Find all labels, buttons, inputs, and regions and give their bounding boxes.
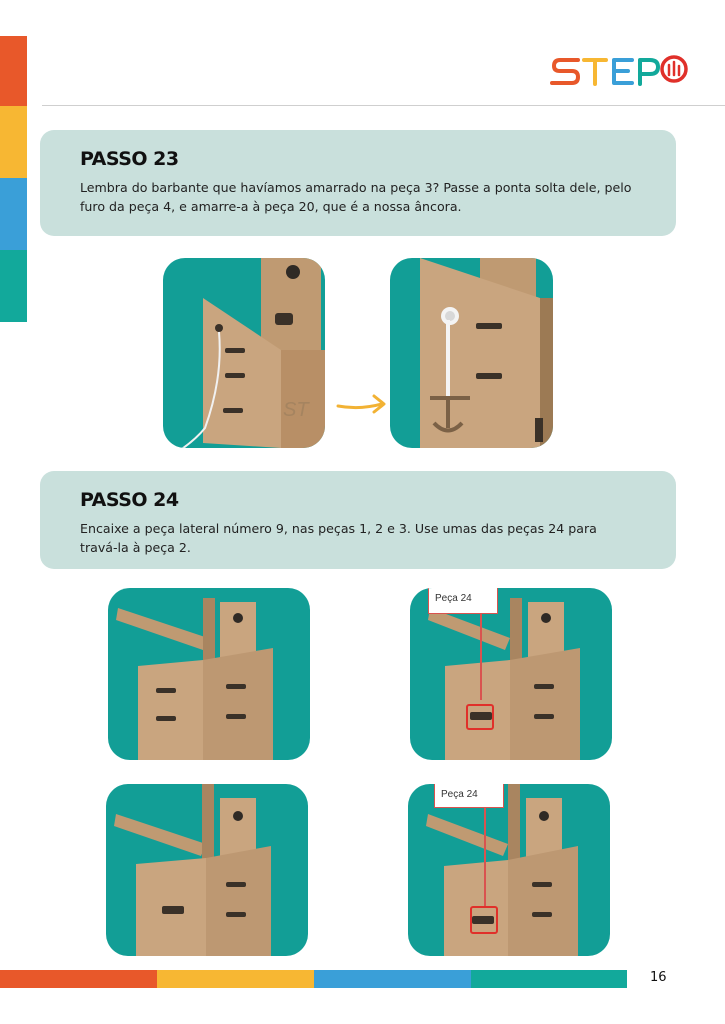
step-24-text: Encaixe a peça lateral número 9, nas peças 1, 2 e 3. Use umas das peças 24 para travá-la à peça 2.: [80, 521, 597, 555]
step-24-title: PASSO 24: [80, 489, 179, 511]
header-divider: [42, 105, 725, 106]
step-23-title: PASSO 23: [80, 148, 179, 170]
piece-24-highlight: [466, 704, 494, 730]
step-23-box: [40, 130, 676, 236]
bottom-bar-blue: [314, 970, 471, 988]
side-bar-teal: [0, 250, 27, 322]
side-bar-blue: [0, 178, 27, 250]
step-24-photo-4: [408, 784, 610, 956]
step-24-photo-3: [106, 784, 308, 956]
svg-text:ST: ST: [283, 399, 309, 421]
step-23-text: Lembra do barbante que havíamos amarrado na peça 3? Passe a ponta solta dele, pelo furo da peça 4, e amarre-a à peça 20, que é a nossa âncora.: [80, 180, 632, 214]
bottom-bar-teal: [471, 970, 627, 988]
label-pointer-line: [480, 614, 482, 700]
label-pointer-line-2: [484, 808, 486, 906]
piece-24-label-top: Peça 24: [428, 588, 498, 614]
step-logo: [548, 48, 688, 94]
side-bar-orange: [0, 36, 27, 106]
bottom-bar-yellow: [157, 970, 314, 988]
step-24-box: [40, 471, 676, 569]
step-23-photo-1: [163, 258, 325, 448]
side-bar-yellow: [0, 106, 27, 178]
step-23-photo-2: [390, 258, 553, 448]
step-24-photo-1: [108, 588, 310, 760]
piece-24-highlight-2: [470, 906, 498, 934]
step-24-photo-2: [410, 588, 612, 760]
page-number: 16: [650, 970, 667, 985]
arrow-icon: [336, 392, 388, 416]
bottom-bar-orange: [0, 970, 157, 988]
piece-24-label-bottom: Peça 24: [434, 784, 504, 808]
